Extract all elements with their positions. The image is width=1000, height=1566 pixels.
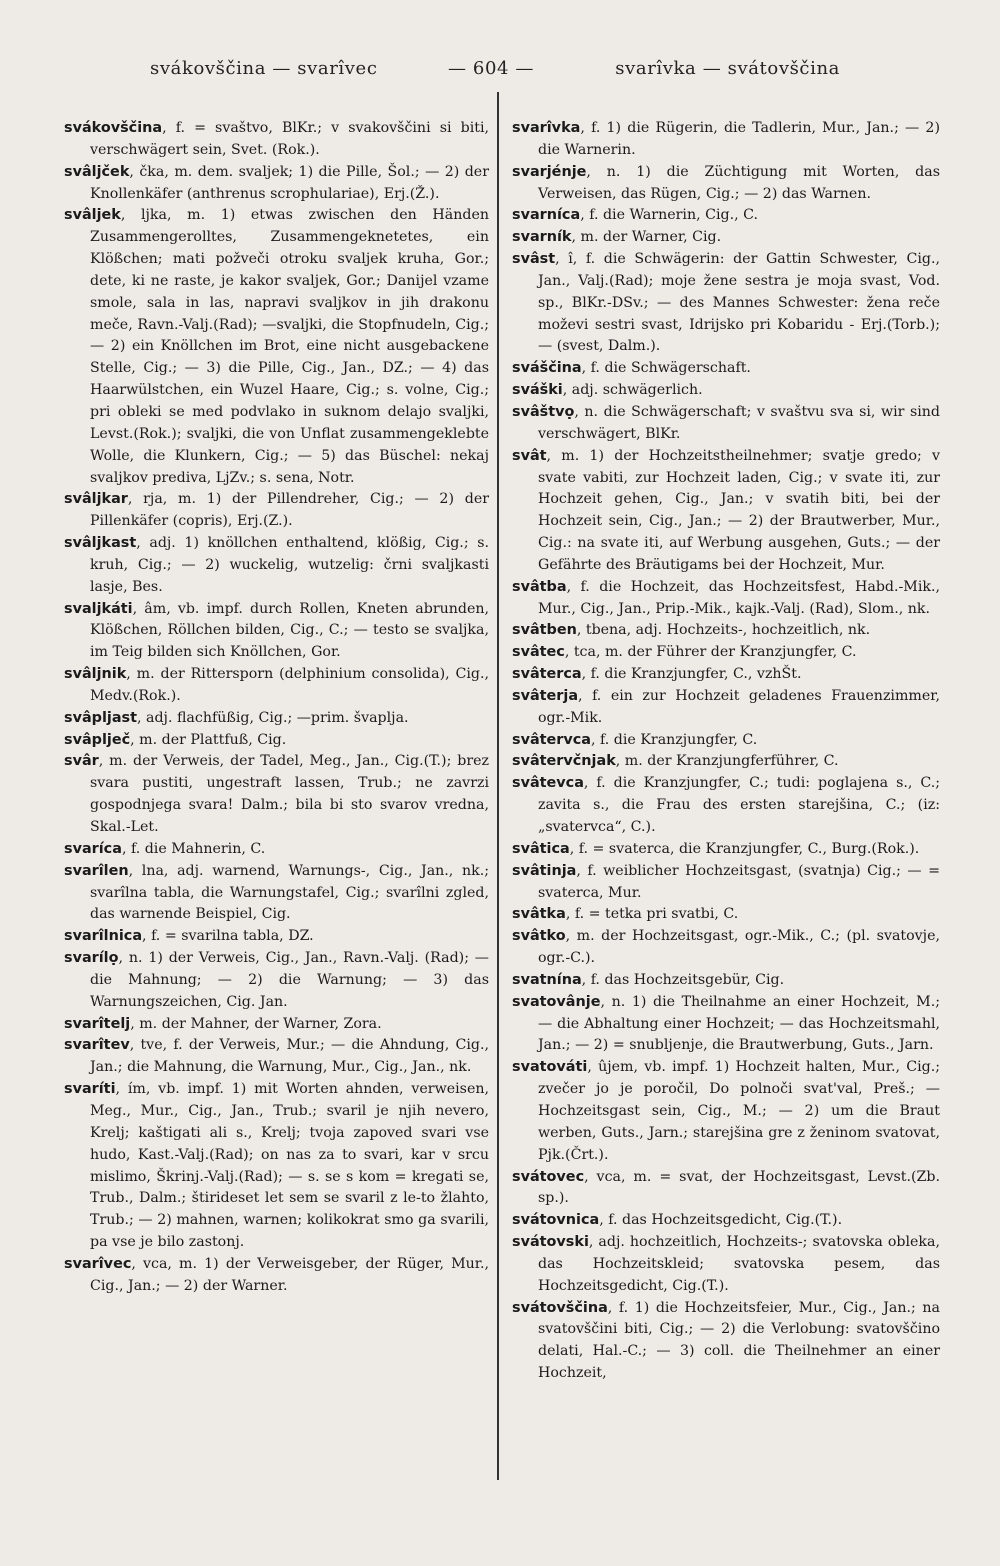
entry-definition: , ljka, m. 1) etwas zwischen den Händen Zusammengerolltes, Zusammengeknetetes, ein Klößchen; mati požveči otroku svaljek kruha, Gor.; dete, ki ne raste, je kakor svaljek, Gor.; Danijel vzame smole, sala in las, napravi svaljkov in jih drakonu meče, Ravn.-Valj.(Rad); —svaljki, die Stopfnudeln, Cig.; — 2) ein Knöllchen im Brot, eine nicht ausgebackene Stelle, Cig.; — 3) die Pille, Cig., Jan., DZ.; — 4) das Haarwülstchen, ein Wuzel Haare, Cig.; s. volne, Cig.; pri obleki se med podvlako in suknom delajo svaljki, Levst.(Rok.); svaljki, die von Unflat zusammengeklebte Wolle, die Klunkern, Cig.; — 5) das Büschel: nekaj svaljkov prediva, LjZv.; s. sena, Notr. (90, 207, 489, 486)
entry-definition: , ím, vb. impf. 1) mit Worten ahnden, verweisen, Meg., Mur., Cig., Jan., Trub.; svaril je njih nevero, Krelj; kaštigati ali s., Krelj; tvoja zapoved svari vse hudo, Kast.-Valj.(Rad); on nas za to svari, kar v srcu mislimo, Škrinj.-Valj.(Rad); — s. se s kom = kregati se, Trub., Dalm.; štirideset let sem se svaril z le-to žlahto, Trub.; — 2) mahnen, warnen; kolikokrat smo ga svarili, pa vse je bilo zastonj. (90, 1081, 489, 1251)
entry-definition: , adj. schwägerlich. (562, 382, 703, 399)
dictionary-entry (512, 686, 940, 730)
entry-headword: svâljček (64, 163, 130, 180)
entry-definition: , m. der Plattfuß, Cig. (130, 731, 287, 748)
entry-headword: svâljnik (64, 666, 127, 683)
entry-headword: svâtba (512, 578, 567, 595)
dictionary-entry (64, 751, 489, 838)
entry-definition: , n. 1) die Züchtigung mit Worten, das Verweisen, das Rügen, Cig.; — 2) das Warnen. (538, 163, 940, 202)
dictionary-entry (512, 358, 940, 380)
entry-headword: svaríca (64, 840, 122, 857)
entry-headword: svâplječ (64, 731, 131, 748)
dictionary-entry (512, 1298, 940, 1385)
dictionary-entry (512, 118, 940, 162)
dictionary-entry (512, 620, 940, 642)
dictionary-entry (512, 861, 940, 905)
entry-definition: , tbena, adj. Hochzeits-, hochzeitlich, nk. (576, 622, 871, 639)
column-divider (497, 92, 499, 1480)
page-number: — 604 — (448, 58, 534, 79)
entry-headword: svâtica (512, 840, 570, 857)
right-column (512, 118, 940, 1385)
entry-headword: svákovščina (64, 120, 163, 136)
dictionary-entry (512, 1057, 940, 1166)
entry-definition: , f. die Hochzeit, das Hochzeitsfest, Habd.-Mik., Mur., Cig., Jan., Prip.-Mik., kajk.-Valj. (Rad), Slom., nk. (538, 578, 940, 617)
entry-definition: , m. 1) der Hochzeitstheilnehmer; svatje gredo; v svate vabiti, zur Hochzeit laden, Cig.; v svate iti, zur Hochzeit gehen, Cig., Jan.; v svatih biti, bei der Hochzeit sein, Cig., Jan.; — 2) der Brautwerber, Mur., Cig.: na svate iti, auf Werbung ausgehen, Guts.; — der Gefährte des Bräutigams bei der Hochzeit, Mur. (538, 447, 940, 573)
dictionary-entry (64, 839, 489, 861)
entry-headword: svâtka (512, 906, 566, 923)
entry-headword: svátovec (512, 1168, 585, 1185)
entry-headword: svâterja (512, 687, 579, 704)
dictionary-entry (512, 1167, 940, 1211)
dictionary-entry (64, 1254, 489, 1298)
entry-definition: , vca, m. = svat, der Hochzeitsgast, Levst.(Zb. sp.). (538, 1168, 940, 1207)
entry-headword: svarîtev (64, 1037, 130, 1054)
dictionary-entry (64, 1014, 489, 1036)
dictionary-entry (512, 839, 940, 861)
dictionary-entry (64, 599, 489, 665)
entry-definition: , f. die Mahnerin, C. (121, 840, 266, 857)
entry-definition: , f. die Kranzjungfer, C. (591, 731, 758, 748)
dictionary-entry (64, 205, 489, 489)
entry-headword: svarîlen (64, 862, 129, 879)
entry-definition: , n. 1) die Theilnahme an einer Hochzeit, M.; — die Abhaltung einer Hochzeit; — das Hochzeitsmahl, Jan.; — 2) = snubljenje, die Brautwerbung, Guts., Jarn. (538, 993, 940, 1054)
dictionary-entry (64, 162, 489, 206)
dictionary-entry (64, 1035, 489, 1079)
entry-definition: , î, f. die Schwägerin: der Gattin Schwester, Cig., Jan., Valj.(Rad); moje žene sestra je moja svast, Vod. sp., BlKr.-DSv.; — des Mannes Schwester: žena reče moževi sestri svast, Idrijsko pri Kobaridu - Erj.(Torb.); — (svest, Dalm.). (538, 251, 940, 355)
dictionary-entry (512, 446, 940, 577)
entry-headword: svâštvọ (512, 403, 575, 420)
entry-headword: svatnína (512, 971, 582, 988)
entry-headword: sváški (512, 382, 563, 399)
entry-definition: , f. = svaštvo, BlKr.; v svakovščini si biti, verschwägert sein, Svet. (Rok.). (90, 120, 489, 158)
dictionary-entry (512, 1232, 940, 1298)
dictionary-entry (512, 751, 940, 773)
entry-headword: svâtinja (512, 862, 577, 879)
dictionary-entry (512, 249, 940, 358)
dictionary-entry (512, 577, 940, 621)
entry-definition: , f. 1) die Hochzeitsfeier, Mur., Cig., Jan.; na svatovščini biti, Cig.; — 2) die Verlobung: svatovščino delati, Hal.-C.; — 3) coll. die Theilnehmer an einer Hochzeit, (538, 1299, 940, 1382)
dictionary-entry (64, 926, 489, 948)
entry-definition: , m. der Mahner, der Warner, Zora. (130, 1015, 382, 1032)
entry-definition: , âm, vb. impf. durch Rollen, Kneten abrunden, Klößchen, Röllchen bilden, Cig., C.; — testo se svaljka, im Teig bilden sich Knöllchen, Gor. (90, 600, 489, 661)
entry-definition: , f. die Warnerin, Cig., C. (580, 207, 758, 224)
dictionary-entry (512, 1210, 940, 1232)
entry-definition: , tca, m. der Führer der Kranzjungfer, C. (564, 644, 857, 661)
dictionary-entry (512, 926, 940, 970)
entry-headword: svâterca (512, 666, 582, 683)
entry-definition: , n. die Schwägerschaft; v svaštvu sva si, wir sind verschwägert, BlKr. (538, 403, 940, 442)
dictionary-entry (64, 533, 489, 599)
dictionary-entry (64, 730, 489, 752)
dictionary-entry (64, 861, 489, 927)
entry-headword: svâtevca (512, 775, 584, 792)
entry-headword: svarjénje (512, 163, 587, 180)
left-column (64, 118, 489, 1298)
dictionary-entry (512, 904, 940, 926)
entry-definition: , lna, adj. warnend, Warnungs-, Cig., Jan., nk.; svarîlna tabla, die Warnungstafel, Cig.; svarîlni zgled, das warnende Beispiel, Cig. (90, 862, 489, 923)
entry-headword: svâljek (64, 207, 121, 224)
entry-headword: svât (512, 447, 547, 464)
entry-headword: svaríti (64, 1081, 116, 1098)
entry-definition: , f. das Hochzeitsgedicht, Cig.(T.). (599, 1212, 843, 1229)
entry-headword: svátovnica (512, 1212, 600, 1229)
dictionary-entry (512, 664, 940, 686)
entry-headword: svarník (512, 229, 572, 246)
entry-headword: svarîtelj (64, 1015, 131, 1032)
entry-headword: svarîlnica (64, 928, 143, 945)
entry-headword: svátovščina (512, 1299, 608, 1316)
entry-definition: , adj. hochzeitlich, Hochzeits-; svatovska obleka, das Hochzeitskleid; svatovska pesem, das Hochzeitsgedicht, Cig.(T.). (538, 1234, 940, 1294)
dictionary-entry (512, 773, 940, 839)
entry-definition: , adj. flachfüßig, Cig.; —prim. švaplja. (136, 709, 409, 726)
entry-definition: , čka, m. dem. svaljek; 1) die Pille, Šol.; — 2) der Knollenkäfer (anthrenus scrophulariae), Erj.(Ž.). (90, 163, 489, 202)
dictionary-entry (512, 227, 940, 249)
entry-headword: svarníca (512, 207, 581, 224)
entry-definition: , f. die Kranzjungfer, C.; tudi: poglajena s., C.; zavita s., die Frau des ersten starejšina, C.; (iz: „svatervca“, C.). (538, 775, 940, 835)
entry-headword: svâst (512, 251, 556, 268)
entry-definition: , m. der Rittersporn (delphinium consolida), Cig., Medv.(Rok.). (90, 666, 489, 704)
entry-headword: sváščina (512, 360, 582, 377)
entry-definition: , f. = svaterca, die Kranzjungfer, C., Burg.(Rok.). (569, 840, 920, 857)
entry-definition: , f. weiblicher Hochzeitsgast, (svatnja) Cig.; — = svaterca, Mur. (538, 862, 940, 901)
entry-headword: svâljkar (64, 491, 128, 508)
dictionary-entry (512, 402, 940, 446)
dictionary-entry (512, 162, 940, 206)
entry-headword: svâljkast (64, 535, 137, 552)
entry-headword: svarîvka (512, 120, 581, 136)
dictionary-entry (64, 118, 489, 162)
dictionary-entry (64, 664, 489, 708)
entry-headword: svaljkáti (64, 600, 133, 617)
entry-headword: svatováti (512, 1059, 588, 1076)
dictionary-entry (64, 708, 489, 730)
entry-definition: , f. die Schwägerschaft. (581, 360, 751, 377)
entry-definition: , m. der Verweis, der Tadel, Meg., Jan., Cig.(T.); brez svara pustiti, ungestraft lassen, Trub.; ne zavrzi gospodnjega svara! Dalm.; bila bi sto svarov vredna, Skal.-Let. (90, 753, 489, 835)
header-left-range: svákovščina — svarîvec (150, 58, 378, 79)
dictionary-entry (512, 205, 940, 227)
dictionary-entry (64, 948, 489, 1014)
dictionary-entry (64, 1079, 489, 1254)
entry-definition: , m. der Kranzjungferführer, C. (615, 753, 839, 770)
entry-headword: svarílọ (64, 950, 119, 967)
entry-definition: , f. = tetka pri svatbi, C. (565, 906, 739, 923)
entry-definition: , m. der Warner, Cig. (571, 229, 722, 246)
dictionary-entry (512, 730, 940, 752)
entry-headword: svâpljast (64, 709, 137, 726)
page-header (150, 58, 840, 88)
entry-headword: svâtervca (512, 731, 592, 748)
entry-definition: , ûjem, vb. impf. 1) Hochzeit halten, Mur., Cig.; zvečer jo je poročil, Do polnoči svat'val, Preš.; — Hochzeitsgast sein, Cig., M.; — 2) um die Braut werben, Guts., Jarn.; starejšina gre z ženinom svatovat, Pjk.(Črt.). (538, 1059, 940, 1163)
entry-definition: , adj. 1) knöllchen enthaltend, klößig, Cig.; s. kruh, Cig.; — 2) wuckelig, wutzelig: črni svaljkasti lasje, Bes. (90, 535, 489, 595)
entry-definition: , m. der Hochzeitsgast, ogr.-Mik., C.; (pl. svatovje, ogr.-C.). (538, 928, 940, 967)
entry-headword: svarîvec (64, 1255, 132, 1272)
entry-headword: svatovânje (512, 993, 601, 1010)
entry-headword: svâtko (512, 928, 566, 945)
dictionary-entry (512, 642, 940, 664)
dictionary-entry (512, 992, 940, 1058)
entry-definition: , n. 1) der Verweis, Cig., Jan., Ravn.-Valj. (Rad); — die Mahnung; — 2) die Warnung; — 3) das Warnungszeichen, Cig. Jan. (90, 950, 489, 1010)
entry-definition: , vca, m. 1) der Verweisgeber, der Rüger, Mur., Cig., Jan.; — 2) der Warner. (90, 1255, 489, 1294)
entry-definition: , rja, m. 1) der Pillendreher, Cig.; — 2) der Pillenkäfer (copris), Erj.(Z.). (90, 491, 489, 530)
entry-definition: , tve, f. der Verweis, Mur.; — die Ahndung, Cig., Jan.; die Mahnung, die Warnung, Mur., Cig., Jan., nk. (90, 1037, 489, 1076)
dictionary-entry (512, 380, 940, 402)
entry-definition: , f. ein zur Hochzeit geladenes Frauenzimmer, ogr.-Mik. (538, 687, 940, 726)
dictionary-entry (64, 489, 489, 533)
entry-headword: svâtben (512, 622, 577, 639)
entry-definition: , f. 1) die Rügerin, die Tadlerin, Mur., Jan.; — 2) die Warnerin. (538, 120, 940, 158)
entry-headword: svâtervčnjak (512, 753, 616, 770)
header-right-range: svarîvka — svátovščina (615, 58, 840, 79)
entry-definition: , f. die Kranzjungfer, C., vzhŠt. (581, 666, 802, 683)
entry-headword: svâr (64, 753, 99, 770)
entry-definition: , f. = svarilna tabla, DZ. (142, 928, 314, 945)
entry-definition: , f. das Hochzeitsgebür, Cig. (581, 971, 785, 988)
entry-headword: svátovski (512, 1234, 589, 1251)
entry-headword: svâtec (512, 644, 565, 661)
dictionary-entry (512, 970, 940, 992)
